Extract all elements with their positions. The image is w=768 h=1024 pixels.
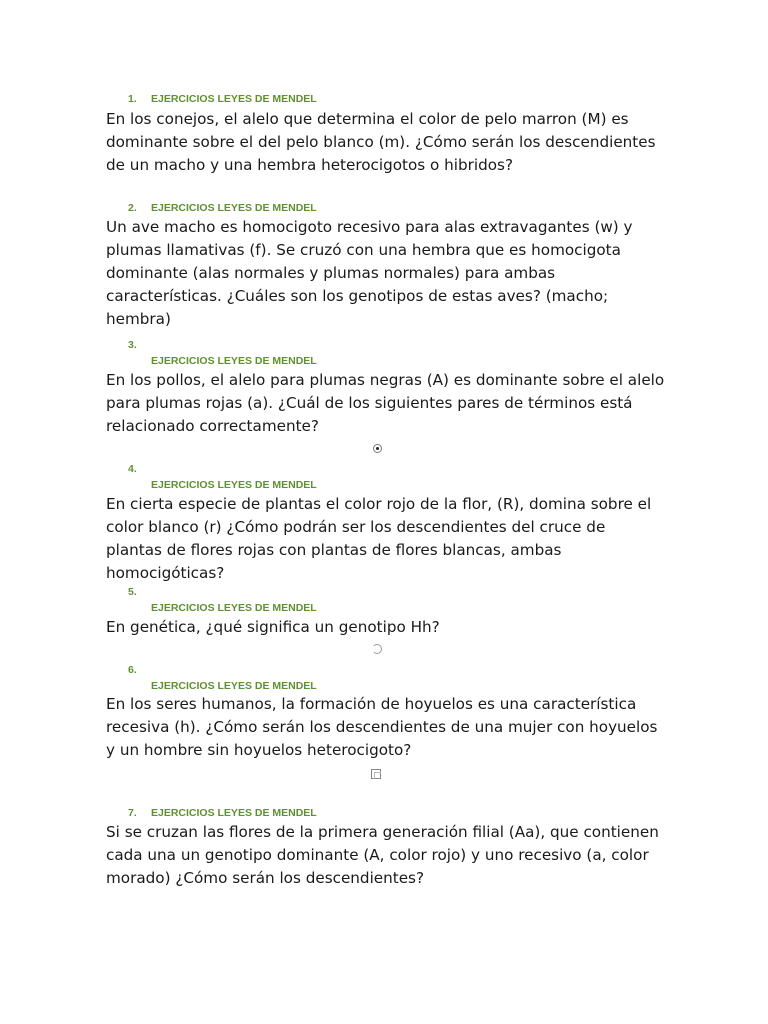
exercise-title-6: EJERCICIOS LEYES DE MENDEL [151, 680, 317, 692]
exercise-heading-2 [128, 202, 317, 214]
exercise-text-5: En genética, ¿qué significa un genotipo Hh? [106, 618, 440, 636]
exercise-number-3: 3. [128, 339, 137, 351]
exercise-text-1: En los conejos, el alelo que determina el color de pelo marron (M) es dominante sobre el del pelo blanco (m). ¿Cómo serán los descendientes de un macho y una hembra heterocigotos o hibridos? [106, 110, 656, 174]
exercise-text-2: Un ave macho es homocigoto recesivo para alas extravagantes (w) y plumas llamativas (f). Se cruzó con una hembra que es homocigota dominante (alas normales y plumas normales) para ambas características. ¿Cuáles son los genotipos de estas aves? (macho; hembra) [106, 218, 633, 328]
spinner-icon[interactable] [372, 644, 382, 654]
exercise-text-7: Si se cruzan las flores de la primera generación filial (Aa), que contienen cada una un genotipo dominante (A, color rojo) y uno recesivo (a, color morado) ¿Cómo serán los descendientes? [106, 823, 659, 887]
radio-icon[interactable] [373, 444, 382, 453]
exercise-title-2: EJERCICIOS LEYES DE MENDEL [151, 202, 317, 214]
exercise-text-3: En los pollos, el alelo para plumas negras (A) es dominante sobre el alelo para plumas rojas (a). ¿Cuál de los siguientes pares de términos está relacionado correctamente? [106, 371, 665, 435]
checkbox-icon[interactable] [371, 769, 381, 779]
exercise-number-4: 4. [128, 463, 137, 475]
exercise-number-5: 5. [128, 586, 137, 598]
exercise-title-7: EJERCICIOS LEYES DE MENDEL [151, 807, 317, 819]
exercise-number-1: 1. [128, 93, 137, 105]
exercise-number-6: 6. [128, 664, 137, 676]
exercise-text-6: En los seres humanos, la formación de hoyuelos es una característica recesiva (h). ¿Cómo serán los descendientes de una mujer con hoyuelos y un hombre sin hoyuelos heterocigoto? [106, 695, 658, 759]
exercise-text-4: En cierta especie de plantas el color rojo de la flor, (R), domina sobre el color blanco (r) ¿Cómo podrán ser los descendientes del cruce de plantas de flores rojas con plantas de flores blancas, ambas homocigóticas? [106, 495, 652, 582]
exercise-title-4: EJERCICIOS LEYES DE MENDEL [151, 479, 317, 491]
exercise-title-1: EJERCICIOS LEYES DE MENDEL [151, 93, 317, 105]
exercise-heading-1 [128, 93, 317, 105]
exercise-heading-7 [128, 807, 317, 819]
exercise-number-7: 7. [128, 807, 137, 819]
exercise-number-2: 2. [128, 202, 137, 214]
exercise-title-5: EJERCICIOS LEYES DE MENDEL [151, 602, 317, 614]
exercise-title-3: EJERCICIOS LEYES DE MENDEL [151, 355, 317, 367]
